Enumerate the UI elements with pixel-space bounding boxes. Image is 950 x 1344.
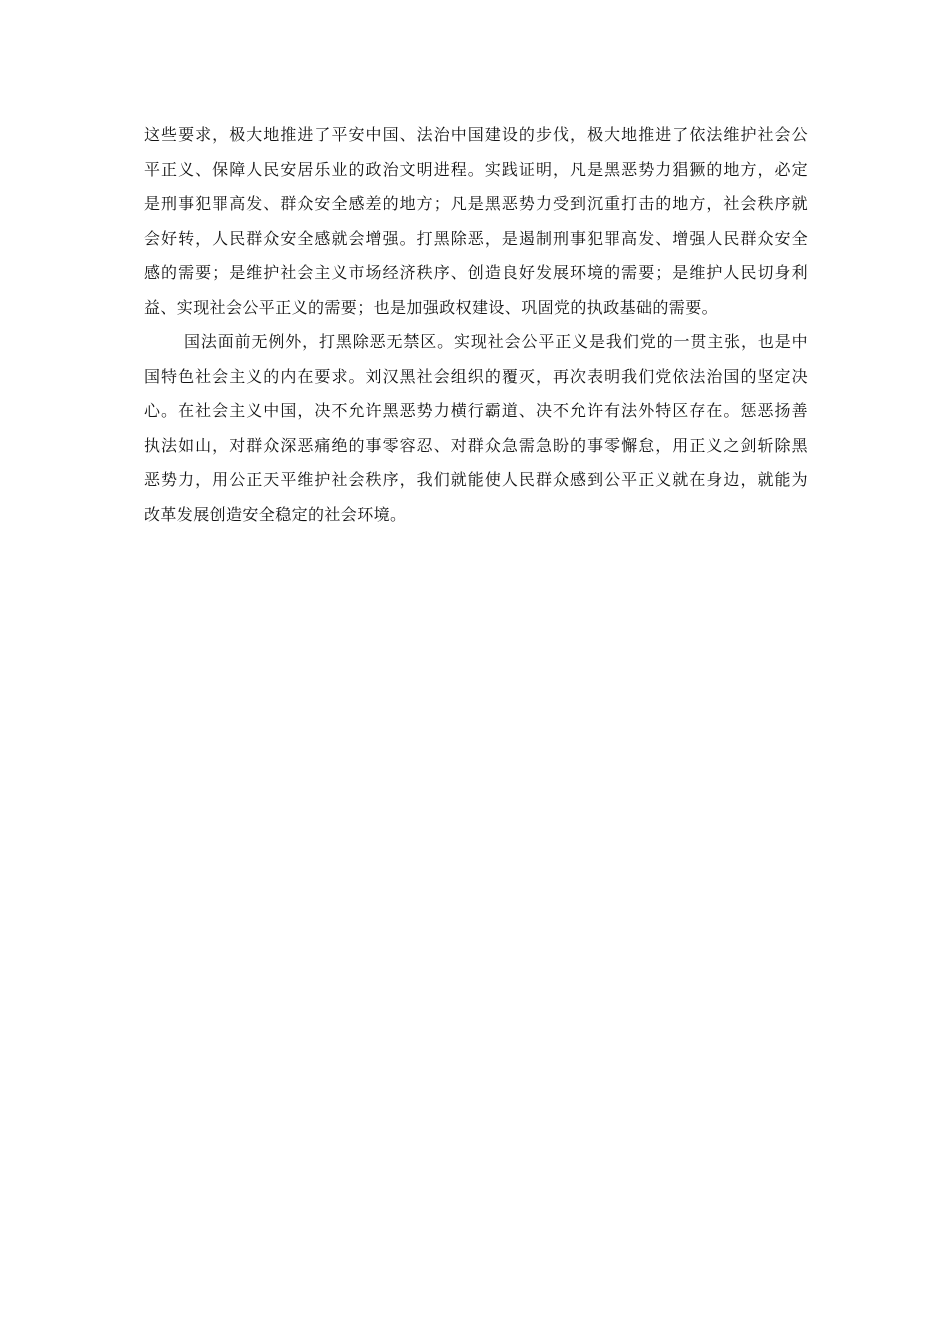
- paragraph-line: 会好转，人民群众安全感就会增强。打黑除恶，是遏制刑事犯罪高发、增强人民群众安全: [144, 228, 808, 248]
- paragraph-line: 恶势力，用公正天平维护社会秩序，我们就能使人民群众感到公平正义就在身边，就能为: [144, 470, 808, 489]
- body-text: [144, 118, 808, 532]
- paragraph-line: 益、实现社会公平正义的需要；也是加强政权建设、巩固党的执政基础的需要。: [144, 297, 719, 317]
- paragraph-line: 心。在社会主义中国，决不允许黑恶势力横行霸道、决不允许有法外特区存在。惩恶扬善: [144, 401, 808, 420]
- paragraph-line: 平正义、保障人民安居乐业的政治文明进程。实践证明，凡是黑恶势力猖獗的地方，必定: [144, 159, 808, 179]
- paragraph-line: 是刑事犯罪高发、群众安全感差的地方；凡是黑恶势力受到沉重打击的地方，社会秩序就: [144, 194, 808, 213]
- paragraph-line: 执法如山，对群众深恶痛绝的事零容忍、对群众急需急盼的事零懈怠，用正义之剑斩除黑: [144, 435, 808, 455]
- paragraph-line: 国特色社会主义的内在要求。刘汉黑社会组织的覆灭，再次表明我们党依法治国的坚定决: [144, 366, 808, 386]
- paragraph-1: [144, 118, 808, 325]
- paragraph-line: 国法面前无例外，打黑除恶无禁区。实现社会公平正义是我们党的一贯主张，也是中: [184, 332, 808, 351]
- paragraph-line: 这些要求，极大地推进了平安中国、法治中国建设的步伐，极大地推进了依法维护社会公: [144, 125, 808, 144]
- paragraph-line: 改革发展创造安全稳定的社会环境。: [144, 504, 407, 524]
- paragraph-2: [144, 325, 808, 532]
- paragraph-line: 感的需要；是维护社会主义市场经济秩序、创造良好发展环境的需要；是维护人民切身利: [144, 263, 808, 282]
